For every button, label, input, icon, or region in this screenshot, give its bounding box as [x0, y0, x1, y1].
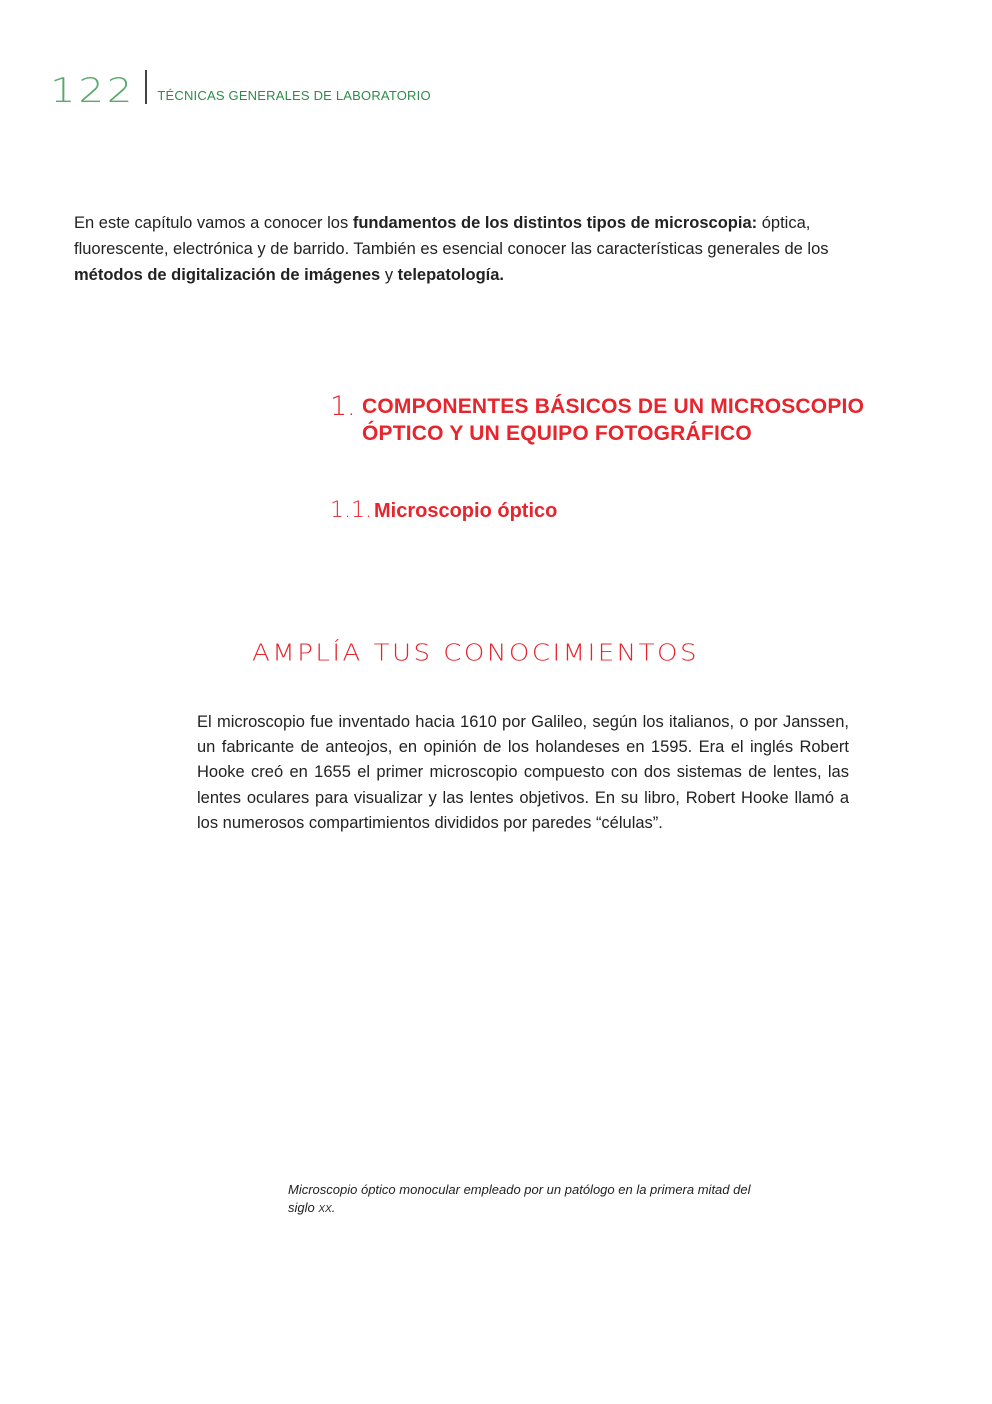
subsection-title: Microscopio óptico [374, 500, 558, 522]
subsection-heading [330, 498, 557, 523]
section-title: COMPONENTES BÁSICOS DE UN MICROSCOPIO ÓPTICO Y UN EQUIPO FOTOGRÁFICO [362, 395, 865, 445]
box-title: AMPLÍA TUS CONOCIMIENTOS [252, 640, 699, 667]
figure-caption: Microscopio óptico monocular empleado por un patólogo en la primera mitad del siglo XX. [288, 1182, 751, 1215]
section-heading [330, 393, 882, 447]
intro-paragraph: En este capítulo vamos a conocer los fundamentos de los distintos tipos de microscopia: óptica, fluorescente, electrónica y de barrido. También es esencial conocer las características generales de los métodos de digitalización de imágenes y telepatología. [74, 214, 829, 284]
box-text: El microscopio fue inventado hacia 1610 por Galileo, según los italianos, o por Janssen, un fabricante de anteojos, en opinión de los holandeses en 1595. Era el inglés Robert Hooke creó en 1655 el primer microscopio compuesto con dos sistemas de lentes, las lentes oculares para visualizar y las lentes objetivos. En su libro, Robert Hooke llamó a los numerosos compartimientos divididos por paredes “células”. [197, 713, 849, 832]
caption-century: XX [318, 1203, 332, 1215]
subsection-number: 1.1. [330, 498, 372, 523]
intro-bold-2: métodos de digitalización de imágenes [74, 266, 381, 284]
page-number: 122 [50, 71, 136, 111]
page-header [50, 66, 431, 111]
section-number: 1. [330, 391, 356, 422]
header-divider [145, 70, 147, 104]
intro-bold-3: telepatología. [397, 266, 505, 284]
running-head: TÉCNICAS GENERALES DE LABORATORIO [157, 88, 431, 103]
intro-bold-1: fundamentos de los distintos tipos de microscopia: [352, 214, 758, 232]
